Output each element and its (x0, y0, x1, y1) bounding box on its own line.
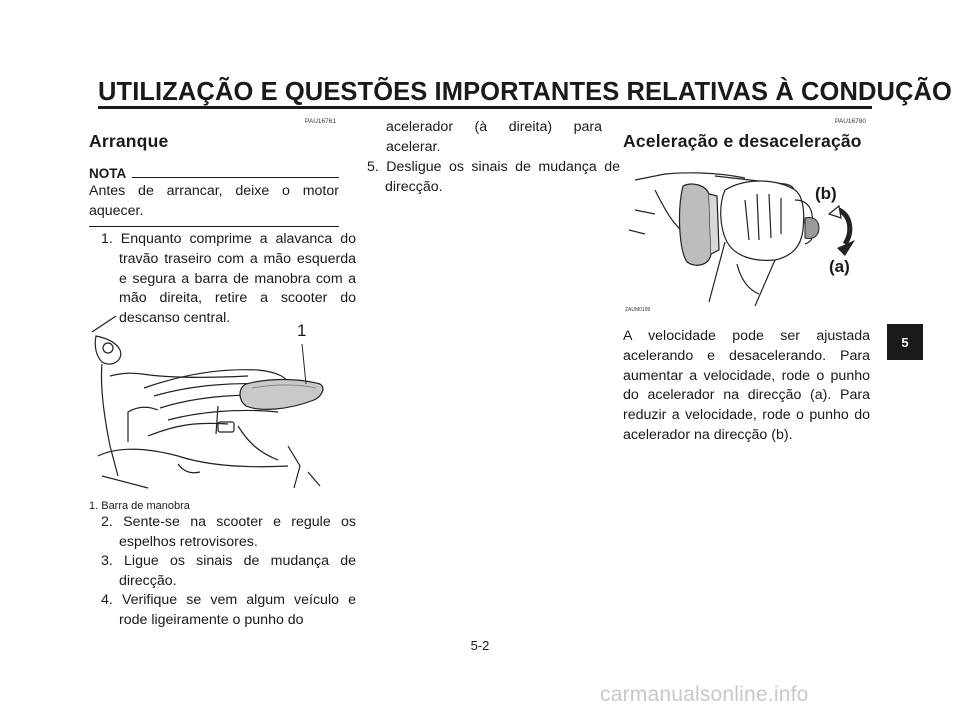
section-code: PAU16761 (305, 118, 336, 125)
header-rule (98, 106, 872, 109)
note-bottom-rule (89, 226, 339, 227)
figure-callout-1: 1 (297, 321, 307, 340)
watermark: carmanualsonline.info (600, 683, 809, 706)
note-rule (132, 177, 339, 178)
acceleration-paragraph: A velocidade pode ser ajustada acelerando e desacelerando. Para aumentar a velocidade, rode o punho do acelerador na direcção (a). Para reduzir a velocidade, rode o punho do acelerador na direcção (b). (623, 328, 870, 443)
page-header-title: UTILIZAÇÃO E QUESTÕES IMPORTANTES RELATIVAS À CONDUÇÃO (98, 78, 952, 106)
figure-caption: 1. Barra de manobra (89, 500, 190, 512)
step-2: 2. Sente-se na scooter e regule os espelhos retrovisores. (101, 514, 356, 550)
step-5: 5. Desligue os sinais de mudança de direcção. (367, 159, 620, 195)
note-text: Antes de arrancar, deixe o motor aquecer. (89, 183, 339, 219)
page-number: 5-2 (470, 638, 490, 653)
section-code: PAU16780 (835, 118, 866, 125)
step-1: 1. Enquanto comprime a alavanca do travão traseiro com a mão esquerda e segura a barra de manobra com a mão direita, retire a scooter do descanso central. (101, 231, 356, 327)
scooter-seat-illustration (88, 316, 338, 490)
section-heading-aceleracao: Aceleração e desaceleração (623, 131, 862, 151)
note-label: NOTA (89, 166, 127, 181)
direction-label-b: (b) (815, 184, 837, 203)
step-3: 3. Ligue os sinais de mudança de direcção. (101, 553, 356, 589)
section-heading-arranque: Arranque (89, 131, 169, 151)
step-4-continuation: acelerador (à direita) para acelerar. (386, 119, 602, 155)
figure-code: ZAUM0199 (625, 307, 651, 313)
section-tab-5: 5 (887, 324, 923, 360)
direction-label-a: (a) (829, 257, 850, 276)
note-box (89, 166, 339, 227)
step-4: 4. Verifique se vem algum veículo e rode ligeiramente o punho do (101, 592, 356, 628)
